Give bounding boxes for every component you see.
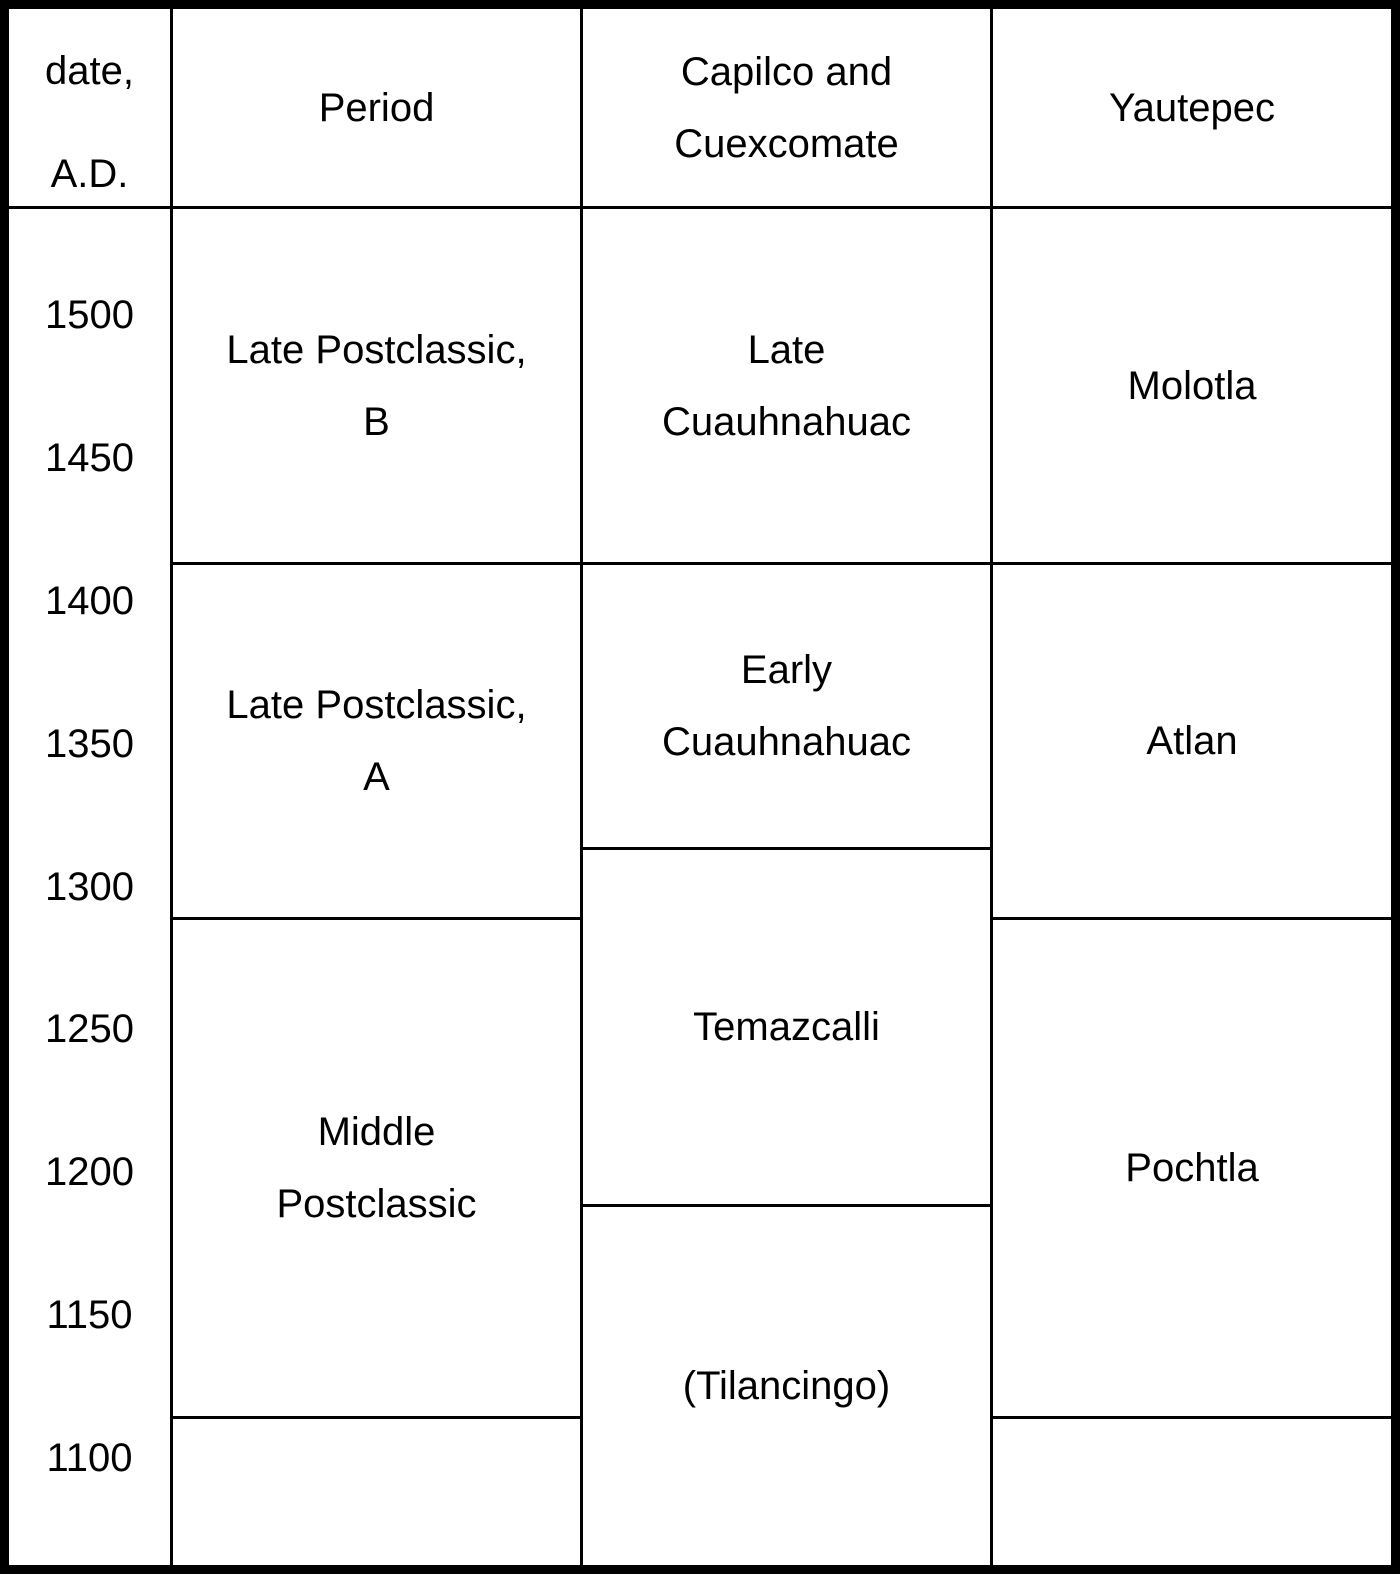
capilco-cell-temazcalli	[583, 850, 990, 1204]
yautepec-cell-line: Atlan	[1146, 719, 1238, 763]
header-yautepec	[993, 9, 1391, 206]
capilco-cell-tilancingo	[583, 1207, 990, 1565]
capilco-cell-line: Cuauhnahuac	[661, 399, 912, 444]
period-cell-line: A	[363, 755, 390, 799]
capilco-cell-late-cuauhnahuac	[583, 209, 990, 562]
period-cell-middle-postclassic	[173, 920, 580, 1416]
yautepec-cell-line: Molotla	[1127, 363, 1257, 408]
header-period	[173, 9, 580, 206]
header-capilco-line1: Capilco and	[680, 49, 893, 94]
header-date-line1: date,	[45, 49, 134, 93]
yautepec-cell-pochtla	[993, 920, 1391, 1416]
date-label: 1150	[46, 1292, 133, 1337]
period-cell-late-postclassic-a	[173, 565, 580, 917]
header-capilco-line2: Cuexcomate	[674, 121, 899, 166]
capilco-cell-line: (Tilancingo)	[682, 1364, 891, 1408]
header-yautepec-label: Yautepec	[1108, 85, 1276, 130]
capilco-cell-early-cuauhnahuac	[583, 565, 990, 847]
yautepec-cell-line: Pochtla	[1125, 1146, 1259, 1190]
capilco-cell-line: Temazcalli	[693, 1005, 880, 1049]
date-label: 1100	[46, 1435, 133, 1480]
period-cell-line: B	[363, 399, 390, 444]
date-label: 1450	[45, 435, 134, 480]
date-label: 1350	[45, 721, 134, 766]
capilco-cell-line: Cuauhnahuac	[661, 720, 912, 764]
period-cell-line: Postclassic	[276, 1182, 477, 1226]
date-label: 1250	[45, 1006, 134, 1051]
capilco-cell-line: Late	[747, 327, 826, 372]
yautepec-cell-molotla	[993, 209, 1391, 562]
period-cell-line: Middle	[317, 1110, 436, 1154]
period-cell-empty	[173, 1419, 580, 1565]
period-cell-line: Late Postclassic,	[226, 683, 527, 727]
period-cell-line: Late Postclassic,	[226, 327, 527, 372]
header-period-label: Period	[318, 85, 435, 130]
date-label: 1300	[45, 864, 134, 909]
header-capilco	[583, 9, 990, 206]
capilco-cell-line: Early	[740, 648, 833, 692]
period-cell-late-postclassic-b	[173, 209, 580, 562]
yautepec-cell-atlan	[993, 565, 1391, 917]
date-label: 1500	[45, 292, 134, 337]
yautepec-cell-empty	[993, 1419, 1391, 1565]
header-date	[9, 20, 170, 226]
date-label: 1400	[45, 578, 134, 623]
date-label: 1200	[45, 1149, 134, 1194]
header-date-line2: A.D.	[50, 152, 129, 196]
